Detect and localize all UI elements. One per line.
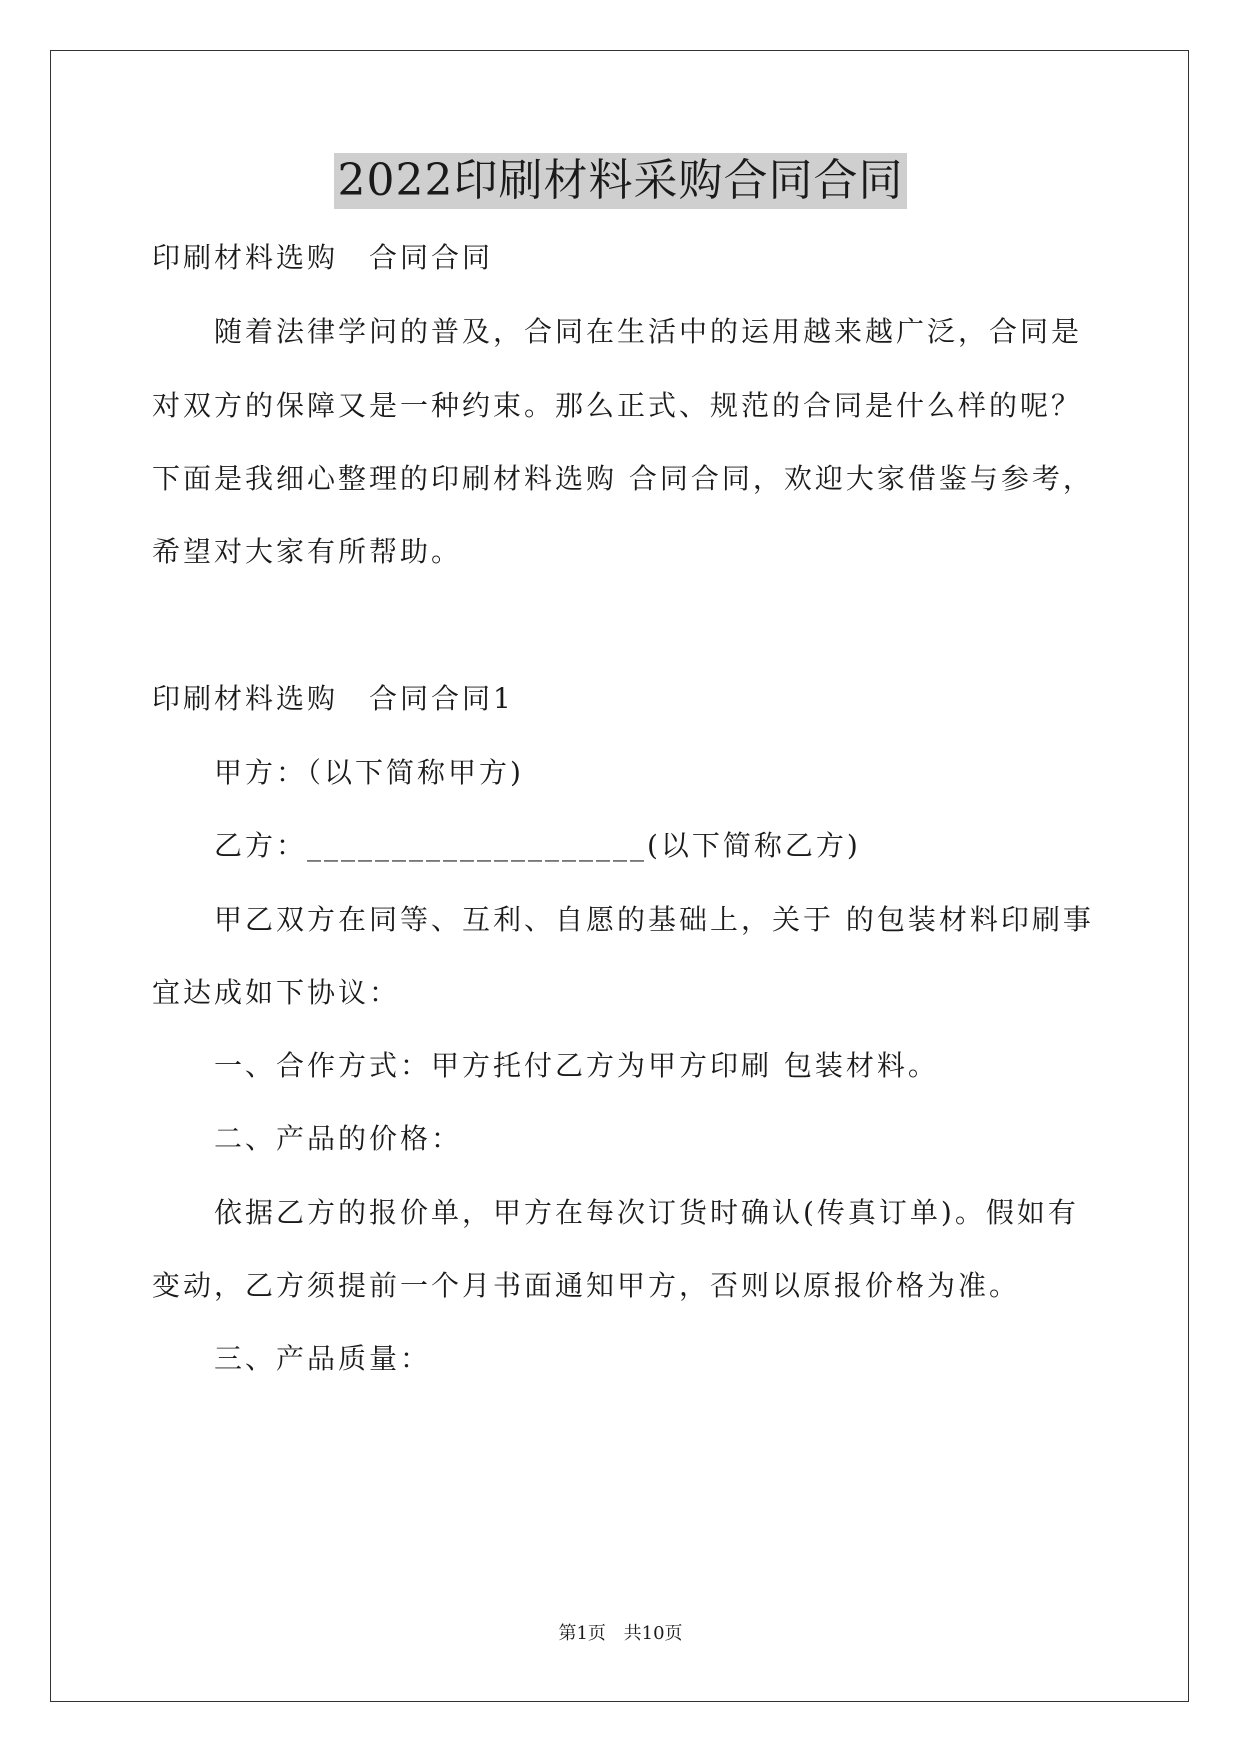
- clause-heading: 三、产品质量：: [214, 1342, 432, 1375]
- page-border: [50, 50, 1189, 1702]
- clause-heading: 二、产品的价格：: [214, 1122, 463, 1155]
- document-title: 2022印刷材料采购合同合同: [334, 153, 908, 209]
- section-heading: 印刷材料选购 合同合同1: [152, 682, 514, 715]
- party-a-line: 甲方：（以下简称甲方): [214, 756, 524, 789]
- page-total: 共10页: [623, 1623, 683, 1644]
- page-footer: [0, 1622, 1241, 1646]
- party-b-line: 乙方：____________________(以下简称乙方): [214, 829, 861, 862]
- paragraph-line: 甲乙双方在同等、互利、自愿的基础上，关于 的包装材料印刷事: [214, 903, 1094, 936]
- paragraph-line: 下面是我细心整理的印刷材料选购 合同合同，欢迎大家借鉴与参考，: [152, 462, 1094, 495]
- clause-line: 一、合作方式：甲方托付乙方为甲方印刷 包装材料。: [214, 1049, 939, 1082]
- paragraph-line: 希望对大家有所帮助。: [152, 535, 463, 568]
- paragraph-line: 依据乙方的报价单，甲方在每次订货时确认(传真订单)。假如有: [214, 1196, 1079, 1229]
- paragraph-line: 对双方的保障又是一种约束。那么正式、规范的合同是什么样的呢？: [152, 389, 1083, 422]
- title-container: [0, 153, 1241, 209]
- paragraph-line: 宜达成如下协议：: [152, 976, 401, 1009]
- subtitle-line: 印刷材料选购 合同合同: [152, 241, 494, 274]
- paragraph-line: 随着法律学问的普及，合同在生活中的运用越来越广泛，合同是: [214, 315, 1083, 348]
- page-number: 第1页: [558, 1623, 606, 1644]
- paragraph-line: 变动，乙方须提前一个月书面通知甲方，否则以原报价格为准。: [152, 1269, 1021, 1302]
